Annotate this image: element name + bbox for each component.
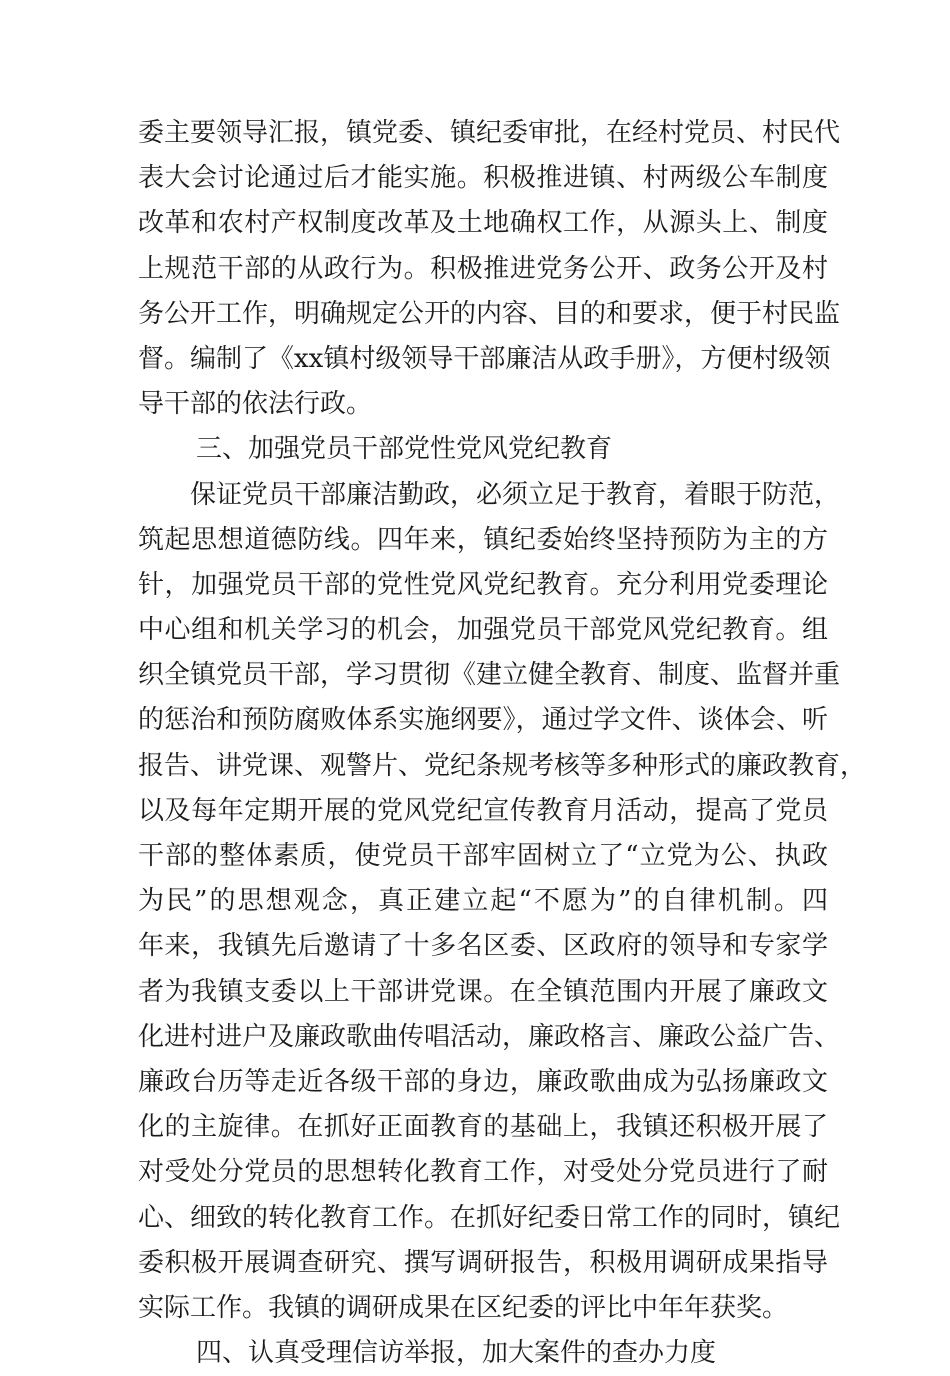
body-line: 督。编制了《xx镇村级领导干部廉洁从政手册》，方便村级领 bbox=[138, 343, 831, 374]
body-line: 改革和农村产权制度改革及土地确权工作，从源头上、制度 bbox=[138, 208, 828, 239]
body-line: 务公开工作，明确规定公开的内容、目的和要求，便于村民监 bbox=[138, 298, 841, 329]
body-line: 委主要领导汇报，镇党委、镇纪委审批，在经村党员、村民代 bbox=[138, 118, 841, 148]
body-line: 筑起思想道德防线。四年来，镇纪委始终坚持预防为主的方 bbox=[138, 524, 828, 555]
section-heading: 四、认真受理信访举报，加大案件的查办力度 bbox=[196, 1338, 717, 1369]
body-line: 中心组和机关学习的机会，加强党员干部党风党纪教育。组 bbox=[138, 615, 828, 646]
body-line: 为民”的思想观念，真正建立起“不愿为”的自律机制。四 bbox=[138, 886, 828, 917]
body-line: 保证党员干部廉洁勤政，必须立足于教育，着眼于防范， bbox=[190, 479, 841, 510]
body-line: 报告、讲党课、观警片、党纪条规考核等多种形式的廉政教育， bbox=[138, 750, 867, 781]
body-line: 针，加强党员干部的党性党风党纪教育。充分利用党委理论 bbox=[138, 569, 828, 600]
body-line: 织全镇党员干部，学习贯彻《建立健全教育、制度、监督并重 bbox=[138, 660, 841, 691]
body-line: 廉政台历等走近各级干部的身边，廉政歌曲成为弘扬廉政文 bbox=[138, 1066, 828, 1097]
section-heading: 三、加强党员干部党性党风党纪教育 bbox=[196, 434, 613, 465]
body-line: 导干部的依法行政。 bbox=[138, 389, 373, 420]
body-line: 实际工作。我镇的调研成果在区纪委的评比中年年获奖。 bbox=[138, 1292, 789, 1323]
body-line: 者为我镇支委以上干部讲党课。在全镇范围内开展了廉政文 bbox=[138, 976, 828, 1007]
body-line: 心、细致的转化教育工作。在抓好纪委日常工作的同时，镇纪 bbox=[138, 1202, 841, 1233]
body-line: 的惩治和预防腐败体系实施纲要》，通过学文件、谈体会、听 bbox=[138, 705, 828, 736]
body-line: 对受处分党员的思想转化教育工作，对受处分党员进行了耐 bbox=[138, 1157, 828, 1188]
body-line: 化进村进户及廉政歌曲传唱活动，廉政格言、廉政公益广告、 bbox=[138, 1021, 841, 1052]
body-line: 委积极开展调查研究、撰写调研报告，积极用调研成果指导 bbox=[138, 1247, 828, 1278]
body-line: 上规范干部的从政行为。积极推进党务公开、政务公开及村 bbox=[138, 253, 828, 284]
body-line: 以及每年定期开展的党风党纪宣传教育月活动，提高了党员 bbox=[138, 795, 828, 826]
body-line: 干部的整体素质，使党员干部牢固树立了“立党为公、执政 bbox=[138, 841, 828, 871]
body-line: 年来，我镇先后邀请了十多名区委、区政府的领导和专家学 bbox=[138, 931, 828, 962]
body-line: 化的主旋律。在抓好正面教育的基础上，我镇还积极开展了 bbox=[138, 1112, 828, 1143]
document-body bbox=[138, 111, 867, 1376]
body-line: 表大会讨论通过后才能实施。积极推进镇、村两级公车制度 bbox=[138, 163, 828, 194]
